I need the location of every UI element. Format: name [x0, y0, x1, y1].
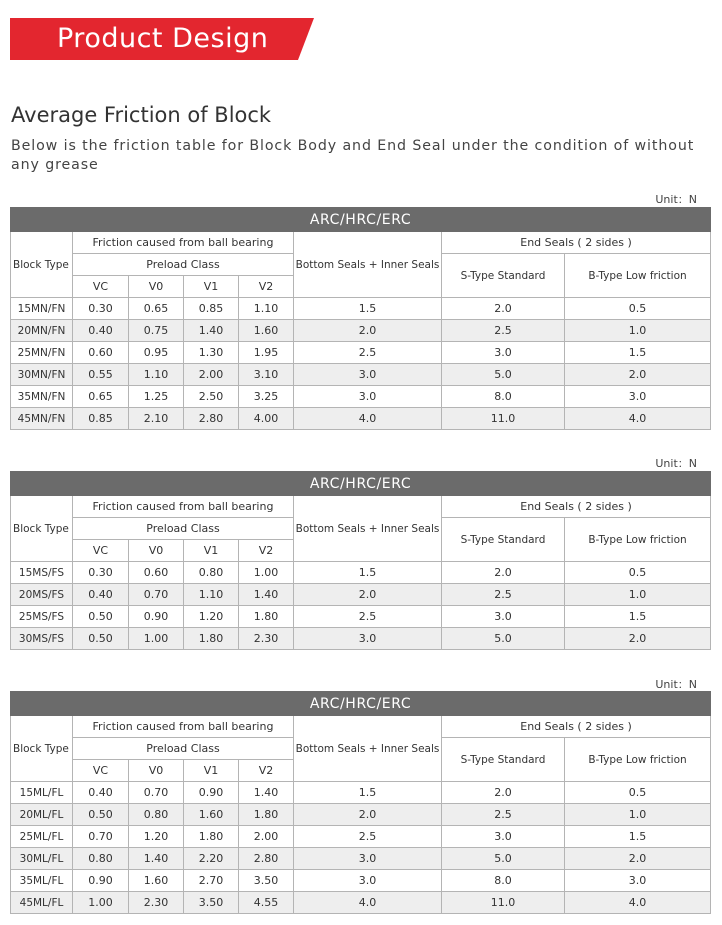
v2-cell: 3.10 [239, 364, 294, 386]
bottom-seals-cell: 2.5 [294, 826, 442, 848]
v0-cell: 2.10 [129, 408, 184, 430]
bottom-seals-cell: 4.0 [294, 892, 442, 914]
bottom-seals-cell: 3.0 [294, 848, 442, 870]
preload-class-header: Preload Class [73, 738, 294, 760]
v2-header: V2 [239, 760, 294, 782]
vc-header: VC [73, 540, 129, 562]
vc-cell: 0.90 [73, 870, 129, 892]
b-type-cell: 0.5 [565, 562, 711, 584]
s-type-cell: 2.5 [442, 804, 565, 826]
friction-table [10, 691, 711, 914]
block-type-cell: 15MS/FS [11, 562, 73, 584]
block-type-cell: 25ML/FL [11, 826, 73, 848]
v0-cell: 1.40 [129, 848, 184, 870]
v1-cell: 1.30 [184, 342, 239, 364]
banner-title: Product Design [57, 23, 269, 54]
bottom-seals-header: Bottom Seals + Inner Seals [294, 716, 442, 782]
block-type-cell: 35ML/FL [11, 870, 73, 892]
bottom-seals-header: Bottom Seals + Inner Seals [294, 232, 442, 298]
v0-header: V0 [129, 760, 184, 782]
v2-header: V2 [239, 276, 294, 298]
v1-cell: 1.80 [184, 826, 239, 848]
v0-header: V0 [129, 276, 184, 298]
block-type-cell: 15ML/FL [11, 782, 73, 804]
v2-cell: 1.60 [239, 320, 294, 342]
end-seals-header: End Seals ( 2 sides ) [442, 496, 711, 518]
preload-class-header: Preload Class [73, 518, 294, 540]
vc-cell: 0.65 [73, 386, 129, 408]
v1-cell: 1.20 [184, 606, 239, 628]
v1-cell: 3.50 [184, 892, 239, 914]
s-type-cell: 2.0 [442, 562, 565, 584]
bottom-seals-cell: 4.0 [294, 408, 442, 430]
vc-cell: 0.60 [73, 342, 129, 364]
bottom-seals-cell: 3.0 [294, 628, 442, 650]
section-banner [10, 18, 314, 60]
v2-cell: 2.30 [239, 628, 294, 650]
s-type-header: S-Type Standard [442, 518, 565, 562]
v1-cell: 0.90 [184, 782, 239, 804]
bottom-seals-cell: 2.0 [294, 584, 442, 606]
table-row [11, 298, 711, 320]
bottom-seals-cell: 3.0 [294, 870, 442, 892]
bottom-seals-cell: 2.5 [294, 606, 442, 628]
vc-cell: 0.40 [73, 320, 129, 342]
s-type-cell: 8.0 [442, 870, 565, 892]
s-type-cell: 5.0 [442, 364, 565, 386]
table-row [11, 606, 711, 628]
s-type-cell: 3.0 [442, 826, 565, 848]
s-type-header: S-Type Standard [442, 738, 565, 782]
block-type-header: Block Type [11, 496, 73, 562]
friction-table [10, 471, 711, 650]
s-type-cell: 3.0 [442, 342, 565, 364]
v1-cell: 2.70 [184, 870, 239, 892]
b-type-header: B-Type Low friction [565, 518, 711, 562]
unit-label: Unit：N [655, 457, 697, 470]
v1-header: V1 [184, 540, 239, 562]
v1-cell: 2.20 [184, 848, 239, 870]
v0-cell: 0.90 [129, 606, 184, 628]
block-type-cell: 35MN/FN [11, 386, 73, 408]
vc-cell: 0.50 [73, 606, 129, 628]
v1-cell: 0.80 [184, 562, 239, 584]
v0-cell: 1.20 [129, 826, 184, 848]
s-type-cell: 11.0 [442, 408, 565, 430]
block-type-cell: 25MN/FN [11, 342, 73, 364]
bottom-seals-cell: 2.0 [294, 320, 442, 342]
b-type-cell: 2.0 [565, 628, 711, 650]
bottom-seals-cell: 2.5 [294, 342, 442, 364]
v0-cell: 1.00 [129, 628, 184, 650]
table-row [11, 848, 711, 870]
bottom-seals-header: Bottom Seals + Inner Seals [294, 496, 442, 562]
s-type-cell: 2.0 [442, 782, 565, 804]
v1-cell: 2.50 [184, 386, 239, 408]
v2-cell: 4.00 [239, 408, 294, 430]
block-type-cell: 15MN/FN [11, 298, 73, 320]
bottom-seals-cell: 2.0 [294, 804, 442, 826]
s-type-cell: 5.0 [442, 628, 565, 650]
b-type-cell: 2.0 [565, 848, 711, 870]
vc-cell: 0.30 [73, 298, 129, 320]
v2-cell: 3.50 [239, 870, 294, 892]
v2-cell: 3.25 [239, 386, 294, 408]
block-type-cell: 30MN/FN [11, 364, 73, 386]
bottom-seals-cell: 3.0 [294, 386, 442, 408]
v2-cell: 1.80 [239, 804, 294, 826]
bottom-seals-cell: 1.5 [294, 298, 442, 320]
v0-cell: 0.70 [129, 584, 184, 606]
vc-cell: 0.40 [73, 782, 129, 804]
v0-header: V0 [129, 540, 184, 562]
bottom-seals-cell: 3.0 [294, 364, 442, 386]
b-type-cell: 0.5 [565, 782, 711, 804]
v1-cell: 1.80 [184, 628, 239, 650]
b-type-cell: 1.5 [565, 826, 711, 848]
v2-cell: 1.80 [239, 606, 294, 628]
friction-table [10, 207, 711, 430]
table-row [11, 826, 711, 848]
v0-cell: 1.60 [129, 870, 184, 892]
v2-cell: 1.10 [239, 298, 294, 320]
b-type-cell: 2.0 [565, 364, 711, 386]
v2-cell: 4.55 [239, 892, 294, 914]
v2-cell: 1.40 [239, 782, 294, 804]
block-type-cell: 20MN/FN [11, 320, 73, 342]
v1-cell: 1.60 [184, 804, 239, 826]
b-type-cell: 1.0 [565, 804, 711, 826]
s-type-header: S-Type Standard [442, 254, 565, 298]
v1-cell: 1.40 [184, 320, 239, 342]
vc-cell: 1.00 [73, 892, 129, 914]
s-type-cell: 3.0 [442, 606, 565, 628]
table-row [11, 342, 711, 364]
b-type-cell: 0.5 [565, 298, 711, 320]
block-type-cell: 25MS/FS [11, 606, 73, 628]
end-seals-header: End Seals ( 2 sides ) [442, 716, 711, 738]
block-type-header: Block Type [11, 232, 73, 298]
page-heading: Average Friction of Block [11, 103, 272, 127]
vc-cell: 0.70 [73, 826, 129, 848]
block-type-cell: 30MS/FS [11, 628, 73, 650]
vc-cell: 0.55 [73, 364, 129, 386]
block-type-header: Block Type [11, 716, 73, 782]
end-seals-header: End Seals ( 2 sides ) [442, 232, 711, 254]
block-type-cell: 30ML/FL [11, 848, 73, 870]
b-type-cell: 4.0 [565, 408, 711, 430]
block-type-cell: 20ML/FL [11, 804, 73, 826]
b-type-cell: 1.5 [565, 342, 711, 364]
series-title: ARC/HRC/ERC [11, 472, 711, 496]
series-title: ARC/HRC/ERC [11, 208, 711, 232]
table-row [11, 364, 711, 386]
v1-cell: 0.85 [184, 298, 239, 320]
vc-cell: 0.50 [73, 804, 129, 826]
table-row [11, 562, 711, 584]
bottom-seals-cell: 1.5 [294, 562, 442, 584]
b-type-cell: 3.0 [565, 870, 711, 892]
v1-header: V1 [184, 760, 239, 782]
v0-cell: 0.65 [129, 298, 184, 320]
vc-cell: 0.30 [73, 562, 129, 584]
vc-header: VC [73, 276, 129, 298]
table-row [11, 628, 711, 650]
s-type-cell: 5.0 [442, 848, 565, 870]
v2-cell: 2.00 [239, 826, 294, 848]
friction-header: Friction caused from ball bearing [73, 232, 294, 254]
v1-cell: 2.00 [184, 364, 239, 386]
table-row [11, 408, 711, 430]
table-row [11, 870, 711, 892]
vc-cell: 0.50 [73, 628, 129, 650]
b-type-header: B-Type Low friction [565, 738, 711, 782]
series-title: ARC/HRC/ERC [11, 692, 711, 716]
v1-cell: 1.10 [184, 584, 239, 606]
table-row [11, 892, 711, 914]
v0-cell: 1.25 [129, 386, 184, 408]
v2-cell: 1.00 [239, 562, 294, 584]
table-row [11, 584, 711, 606]
b-type-header: B-Type Low friction [565, 254, 711, 298]
v0-cell: 0.75 [129, 320, 184, 342]
v1-cell: 2.80 [184, 408, 239, 430]
preload-class-header: Preload Class [73, 254, 294, 276]
table-row [11, 804, 711, 826]
b-type-cell: 1.5 [565, 606, 711, 628]
s-type-cell: 11.0 [442, 892, 565, 914]
vc-header: VC [73, 760, 129, 782]
bottom-seals-cell: 1.5 [294, 782, 442, 804]
v0-cell: 0.95 [129, 342, 184, 364]
v2-cell: 2.80 [239, 848, 294, 870]
block-type-cell: 45ML/FL [11, 892, 73, 914]
block-type-cell: 45MN/FN [11, 408, 73, 430]
v0-cell: 0.80 [129, 804, 184, 826]
table-row [11, 386, 711, 408]
b-type-cell: 4.0 [565, 892, 711, 914]
vc-cell: 0.40 [73, 584, 129, 606]
s-type-cell: 2.0 [442, 298, 565, 320]
s-type-cell: 8.0 [442, 386, 565, 408]
s-type-cell: 2.5 [442, 584, 565, 606]
b-type-cell: 1.0 [565, 320, 711, 342]
friction-header: Friction caused from ball bearing [73, 716, 294, 738]
b-type-cell: 1.0 [565, 584, 711, 606]
unit-label: Unit：N [655, 193, 697, 206]
unit-label: Unit：N [655, 678, 697, 691]
v1-header: V1 [184, 276, 239, 298]
v2-cell: 1.40 [239, 584, 294, 606]
v0-cell: 2.30 [129, 892, 184, 914]
vc-cell: 0.80 [73, 848, 129, 870]
v0-cell: 0.70 [129, 782, 184, 804]
v0-cell: 1.10 [129, 364, 184, 386]
v0-cell: 0.60 [129, 562, 184, 584]
v2-cell: 1.95 [239, 342, 294, 364]
block-type-cell: 20MS/FS [11, 584, 73, 606]
table-row [11, 320, 711, 342]
table-row [11, 782, 711, 804]
intro-text: Below is the friction table for Block Body and End Seal under the condition of without any grease [11, 138, 695, 173]
s-type-cell: 2.5 [442, 320, 565, 342]
friction-header: Friction caused from ball bearing [73, 496, 294, 518]
b-type-cell: 3.0 [565, 386, 711, 408]
v2-header: V2 [239, 540, 294, 562]
vc-cell: 0.85 [73, 408, 129, 430]
